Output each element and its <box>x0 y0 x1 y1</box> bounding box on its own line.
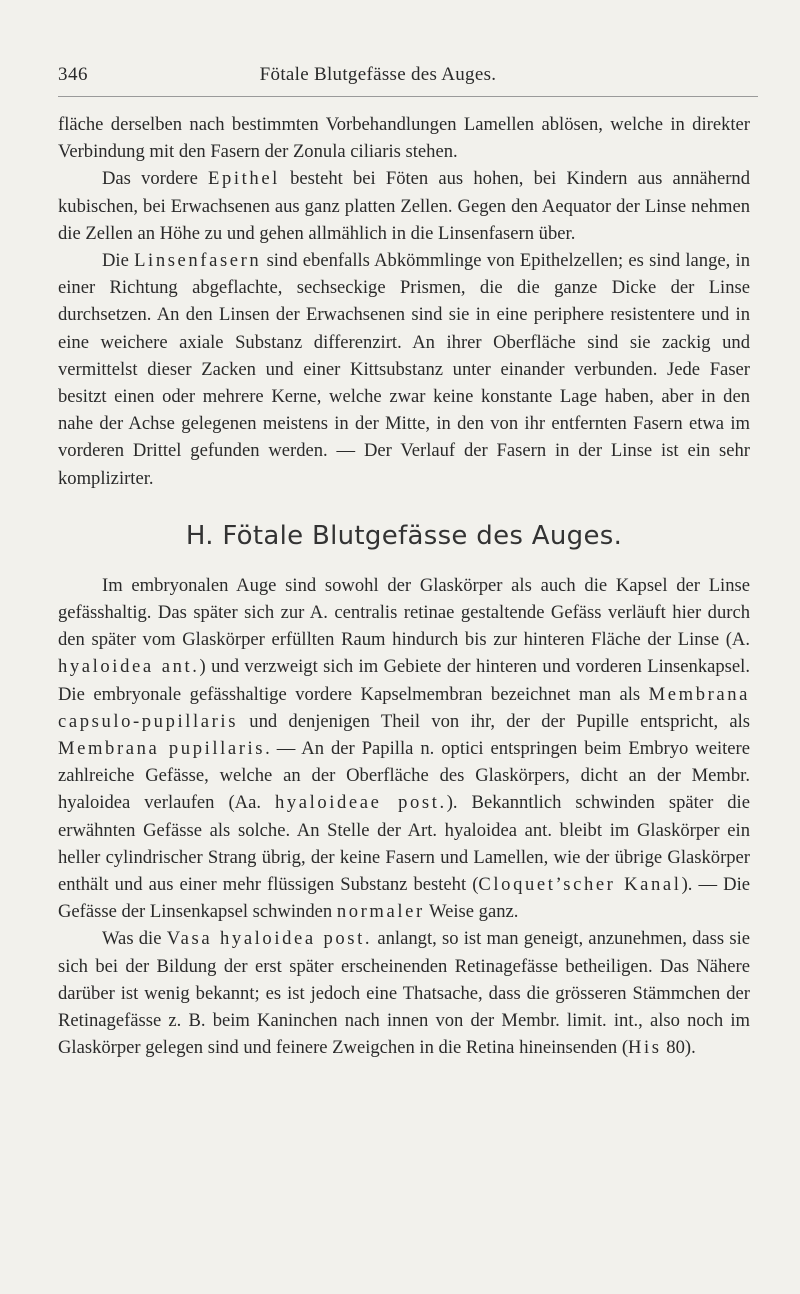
spaced-term: Cloquet’scher Kanal <box>478 874 682 896</box>
paragraph-linsenfasern <box>58 247 750 492</box>
paragraph-text: Was die <box>102 928 167 950</box>
paragraph-text: Die <box>102 250 135 272</box>
spaced-term: Membrana pupillaris <box>58 738 266 760</box>
header-rule <box>58 96 758 97</box>
paragraph-text: Das vordere <box>102 168 209 190</box>
paragraph-text: ). Bekanntlich schwinden später die erwähnten Gefässe als solche. An Stelle der Art. hyaloidea ant. bleibt im Glaskörper ein heller cylindrischer Strang übrig, der keine Fasern und Lamellen, wie der übrige Glaskörper enthält und aus einer mehr flüssigen Substanz besteht ( <box>58 792 750 896</box>
page-number: 346 <box>58 64 88 85</box>
paragraph-lens-lamellae <box>58 111 750 165</box>
paragraph-embryonic-vessels <box>58 572 750 926</box>
paragraph-text: anlangt, so ist man geneigt, anzunehmen, dass sie sich bei der Bildung der erst später erscheinenden Retinagefässe betheiligen. Das Nähere darüber ist wenig bekannt; es ist jedoch eine Thatsache, dass die grösseren Stämmchen der Retinagefässe z. B. beim Kaninchen nach innen von der Membr. limit. int., also noch im Glaskörper gelegen sind und feinere Zweigchen in die Retina hineinsenden ( <box>58 928 751 1059</box>
paragraph-text: besteht bei Föten aus hohen, bei Kindern aus annähernd kubischen, bei Erwachsenen aus ganz platten Zellen. Gegen den Aequator der Linse nehmen die Zellen an Höhe zu und gehen allmählich in die Linsenfasern über. <box>58 168 750 244</box>
body-text <box>58 111 750 1062</box>
paragraph-text: Im embryonalen Auge sind sowohl der Glaskörper als auch die Kapsel der Linse gefässhaltig. Das später sich zur A. centralis retinae gestaltende Gefäss verläuft hier durch den später vom Glaskörper erfüllten Raum hindurch bis zur hinteren Fläche der Linse (A. <box>58 574 750 651</box>
spaced-term: Vasa hyaloidea post. <box>166 928 373 950</box>
paragraph-text: . — An der Papilla n. optici entspringen beim Embryo weitere zahlreiche Gefässe, welche an der Oberfläche des Glaskörpers, dicht an der Membr. hyaloidea verlaufen (Aa. <box>58 738 751 814</box>
spaced-term: Epithel <box>208 168 280 190</box>
spaced-term: normaler <box>336 901 425 923</box>
spaced-term: His <box>628 1037 662 1059</box>
spaced-term: Linsenfasern <box>134 250 262 272</box>
paragraph-text: fläche derselben nach bestimmten Vorbehandlungen Lamellen ablösen, welche in direkter Verbindung mit den Fasern der Zonula ciliaris stehen. <box>58 114 750 163</box>
spaced-term: hyaloideae post. <box>274 792 447 814</box>
running-head <box>58 64 758 90</box>
spaced-term: hyaloidea ant. <box>58 656 200 678</box>
paragraph-text: Weise ganz. <box>424 901 519 923</box>
paragraph-text: 80). <box>661 1037 696 1059</box>
spaced-term: Membrana capsulo-pupillaris <box>58 683 750 732</box>
paragraph-text: ). — Die Gefässe der Linsenkapsel schwinden <box>58 874 751 923</box>
paragraph-text: und denjenigen Theil von ihr, der der Pupille entspricht, als <box>238 710 750 732</box>
paragraph-epithel <box>58 165 750 247</box>
paragraph-vasa-hyaloidea <box>58 925 750 1061</box>
section-heading: H. Fötale Blutgefässe des Auges. <box>185 520 623 551</box>
paragraph-text: ) und verzweigt sich im Gebiete der hinteren und vorderen Linsenkapsel. Die embryonale gefässhaltige vordere Kapselmembran bezeichnet man als <box>58 656 750 705</box>
paragraph-text: sind ebenfalls Abkömmlinge von Epithelzellen; es sind lange, in einer Richtung abgeflachte, sechseckige Prismen, die die ganze Dicke der Linse durchsetzen. An den Linsen der Erwachsenen sind sie in eine periphere resistentere und in eine weichere axiale Substanz differenzirt. An ihrer Oberfläche sind sie zackig und vermittelst dieser Zacken und einer Kittsubstanz unter einander verbunden. Jede Faser besitzt einen oder mehrere Kerne, welche zwar keine konstante Lage haben, aber in den nahe der Achse gelegenen meistens in der Mitte, in den von ihr entfernten Fasern etwa im vorderen Drittel gefunden werden. — Der Verlauf der Fasern in der Linse ist ein sehr komplizirter. <box>58 250 750 489</box>
running-title: Fötale Blutgefässe des Auges. <box>259 64 497 85</box>
